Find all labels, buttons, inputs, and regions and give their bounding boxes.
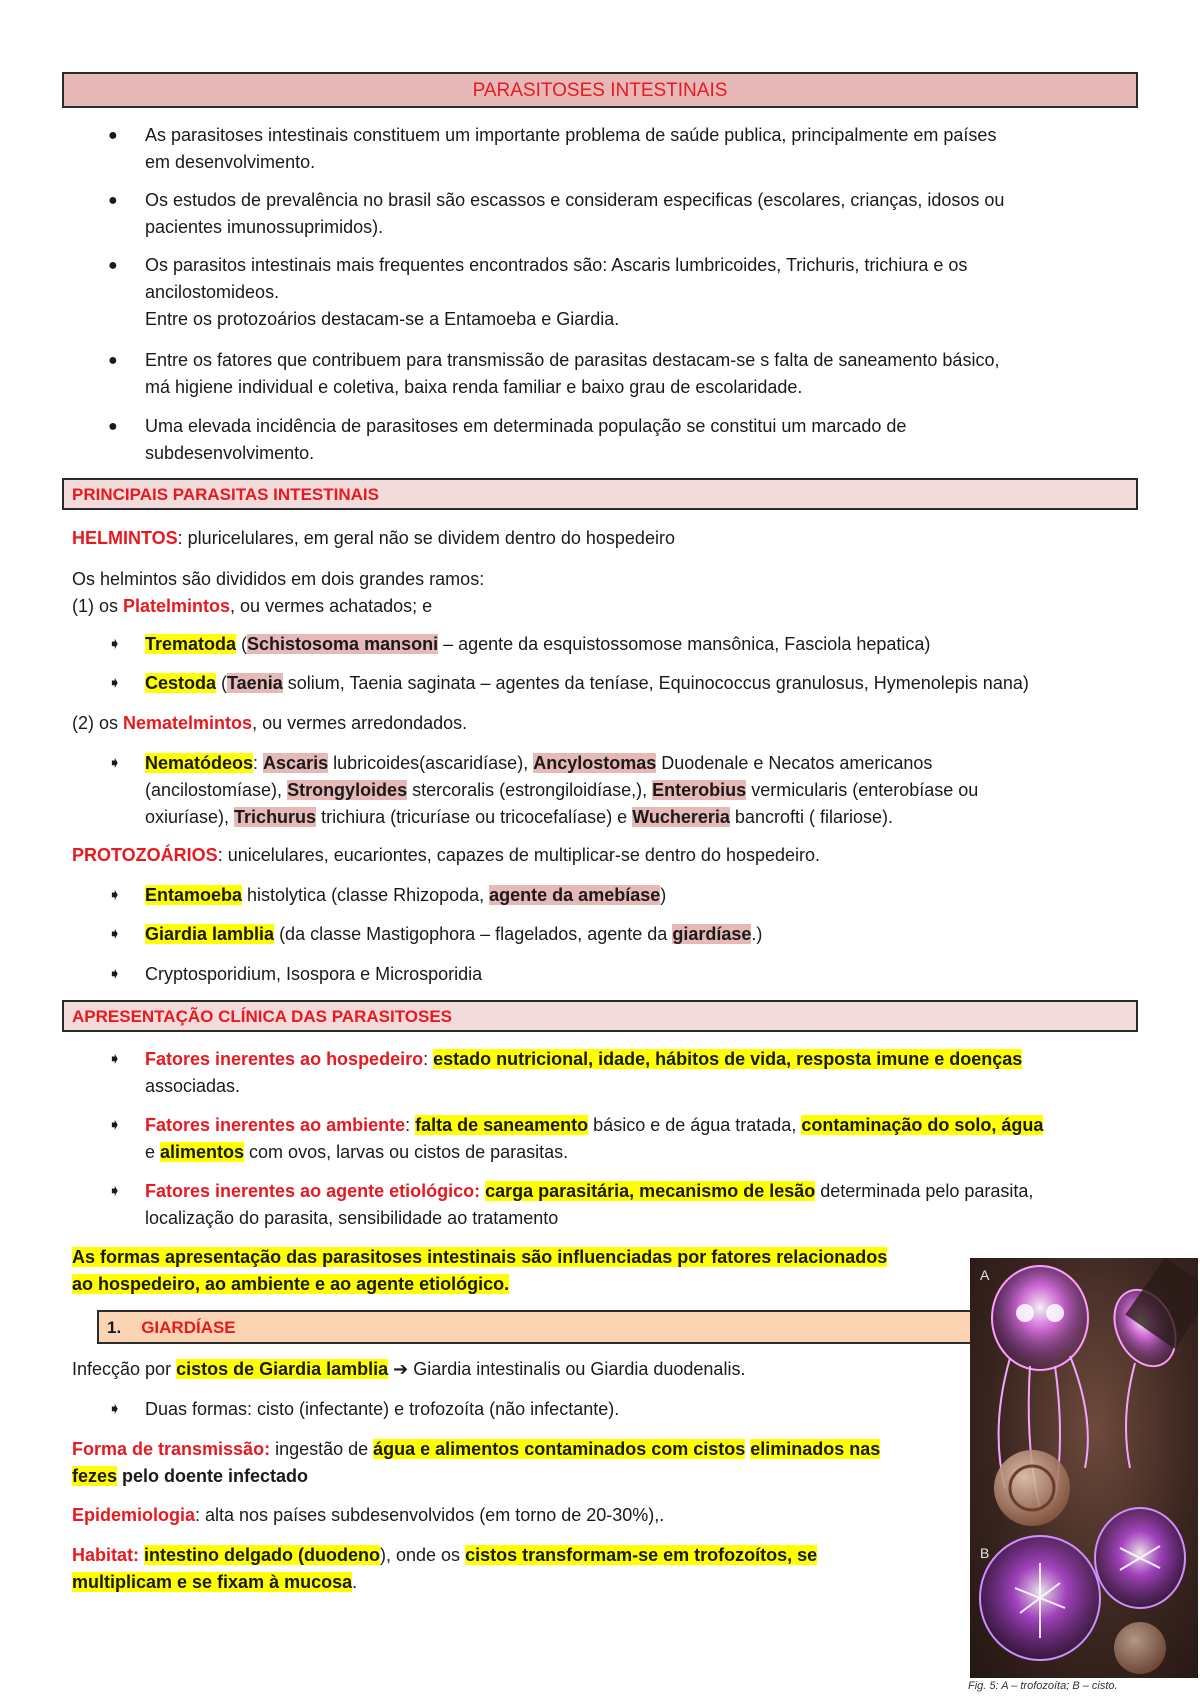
- bullet-arrow: ➧: [108, 1117, 122, 1134]
- protozoarios-definition: PROTOZOÁRIOS: unicelulares, eucariontes, capazes de multiplicar-se dentro do hospedeiro.: [72, 845, 821, 865]
- bullet-arrow: ➧: [108, 1401, 122, 1418]
- bullet-arrow: ➧: [108, 966, 122, 983]
- summary-text: As formas apresentação das parasitoses intestinais são influenciadas por fatores relacionados ao hospedeiro, ao ambiente e ao agente etiológico.: [72, 1247, 888, 1294]
- cisto-sphere: [994, 1450, 1070, 1526]
- bullet-arrow: ➧: [108, 1051, 122, 1068]
- entamoeba-item: Entamoeba histolytica (classe Rhizopoda, agente da amebíase): [145, 885, 667, 905]
- bullet-arrow: ➧: [108, 887, 122, 904]
- figure-label-b: B: [980, 1545, 990, 1561]
- fator-agente-item: Fatores inerentes ao agente etiológico: carga parasitária, mecanismo de lesão determinada pelo parasita, localização do parasita, sensibilidade ao tratamento: [145, 1181, 1034, 1228]
- intro-item-5: Uma elevada incidência de parasitoses em determinada população se constitui um marcado de subdesenvolvimento.: [145, 416, 907, 463]
- bullet-arrow: ➧: [108, 926, 122, 943]
- fator-hospedeiro-item: Fatores inerentes ao hospedeiro: estado nutricional, idade, hábitos de vida, resposta imune e doenças associadas.: [145, 1049, 1023, 1096]
- fator-ambiente-item: Fatores inerentes ao ambiente: falta de saneamento básico e de água tratada, contaminação do solo, água e alimentos com ovos, larvas ou cistos de parasitas.: [145, 1115, 1044, 1162]
- crypto-item: Cryptosporidium, Isospora e Microsporidia: [145, 964, 483, 984]
- cestoda-item: Cestoda (Taenia solium, Taenia saginata – agentes da teníase, Equinococcus granulosus, Hymenolepis nana): [145, 673, 1029, 693]
- section-title: GIARDÍASE: [141, 1318, 236, 1337]
- duas-formas-item: Duas formas: cisto (infectante) e trofozoíta (não infectante).: [145, 1399, 620, 1419]
- habitat-text: Habitat: intestino delgado (duodeno), onde os cistos transformam-se em trofozoítos, se multiplicam e se fixam à mucosa.: [72, 1545, 818, 1592]
- figure-label-a: A: [980, 1267, 990, 1283]
- giardia-item: Giardia lamblia (da classe Mastigophora – flagelados, agente da giardíase.): [145, 924, 763, 944]
- page-title: PARASITOSES INTESTINAIS: [62, 72, 1138, 108]
- section-header-apresentacao: APRESENTAÇÃO CLÍNICA DAS PARASITOSES: [62, 1000, 1138, 1032]
- section-header-giardiase: [97, 1310, 977, 1344]
- transmissao-text: Forma de transmissão: ingestão de água e alimentos contaminados com cistos eliminados nas fezes pelo doente infectado: [72, 1439, 881, 1486]
- bullet-arrow: ➧: [108, 1183, 122, 1200]
- intro-item-2: Os estudos de prevalência no brasil são escassos e consideram especificas (escolares, crianças, idosos ou pacientes imunossuprimidos).: [145, 190, 1005, 237]
- section-header-principais: PRINCIPAIS PARASITAS INTESTINAIS: [62, 478, 1138, 510]
- bullet-dot: ●: [108, 257, 118, 274]
- intro-item-1: As parasitoses intestinais constituem um importante problema de saúde publica, principalmente em países em desenvolvimento.: [145, 125, 997, 172]
- helmintos-ramos: Os helmintos são divididos em dois grandes ramos: (1) os Platelmintos, ou vermes achatados; e: [72, 569, 485, 616]
- intro-item-3: Os parasitos intestinais mais frequentes encontrados são: Ascaris lumbricoides, Trichuris, trichiura e os ancilostomideos. Entre os protozoários destacam-se a Entamoeba e Giardia.: [145, 255, 968, 329]
- bullet-arrow: ➧: [108, 755, 122, 772]
- bullet-dot: ●: [108, 352, 118, 369]
- bullet-dot: ●: [108, 418, 118, 435]
- helmintos-definition: HELMINTOS: pluricelulares, em geral não se dividem dentro do hospedeiro: [72, 528, 675, 548]
- giardia-drawing: [970, 1258, 1198, 1678]
- infeccao-line: Infecção por cistos de Giardia lamblia ➔ Giardia intestinalis ou Giardia duodenalis.: [72, 1359, 746, 1379]
- epidemiologia-text: Epidemiologia: alta nos países subdesenvolvidos (em torno de 20-30%),.: [72, 1505, 665, 1525]
- bullet-dot: ●: [108, 127, 118, 144]
- nematodeos-item: Nematódeos: Ascaris lubricoides(ascaridíase), Ancylostomas Duodenale e Necatos americanos (ancilostomíase), Strongyloides stercoralis (estrongiloidíase,), Enterobius vermicularis (enterobíase ou oxiuríase), Trichurus trichiura (tricuríase ou tricocefalíase) e Wuchereria bancrofti ( filariose).: [145, 753, 979, 827]
- figure-caption: Fig. 5: A – trofozoíta; B – cisto.: [968, 1680, 1118, 1692]
- section-number: 1.: [107, 1318, 122, 1337]
- bullet-arrow: ➧: [108, 675, 122, 692]
- nematelmintos-line: (2) os Nematelmintos, ou vermes arredondados.: [72, 713, 468, 733]
- trematoda-item: Trematoda (Schistosoma mansoni – agente da esquistossomose mansônica, Fasciola hepatica): [145, 634, 931, 654]
- giardia-illustration: [970, 1258, 1198, 1678]
- intro-item-4: Entre os fatores que contribuem para transmissão de parasitas destacam-se s falta de saneamento básico, má higiene individual e coletiva, baixa renda familiar e baixo grau de escolaridade.: [145, 350, 1000, 397]
- bullet-dot: ●: [108, 192, 118, 209]
- bullet-arrow: ➧: [108, 636, 122, 653]
- arrow-icon: ➔: [388, 1359, 414, 1379]
